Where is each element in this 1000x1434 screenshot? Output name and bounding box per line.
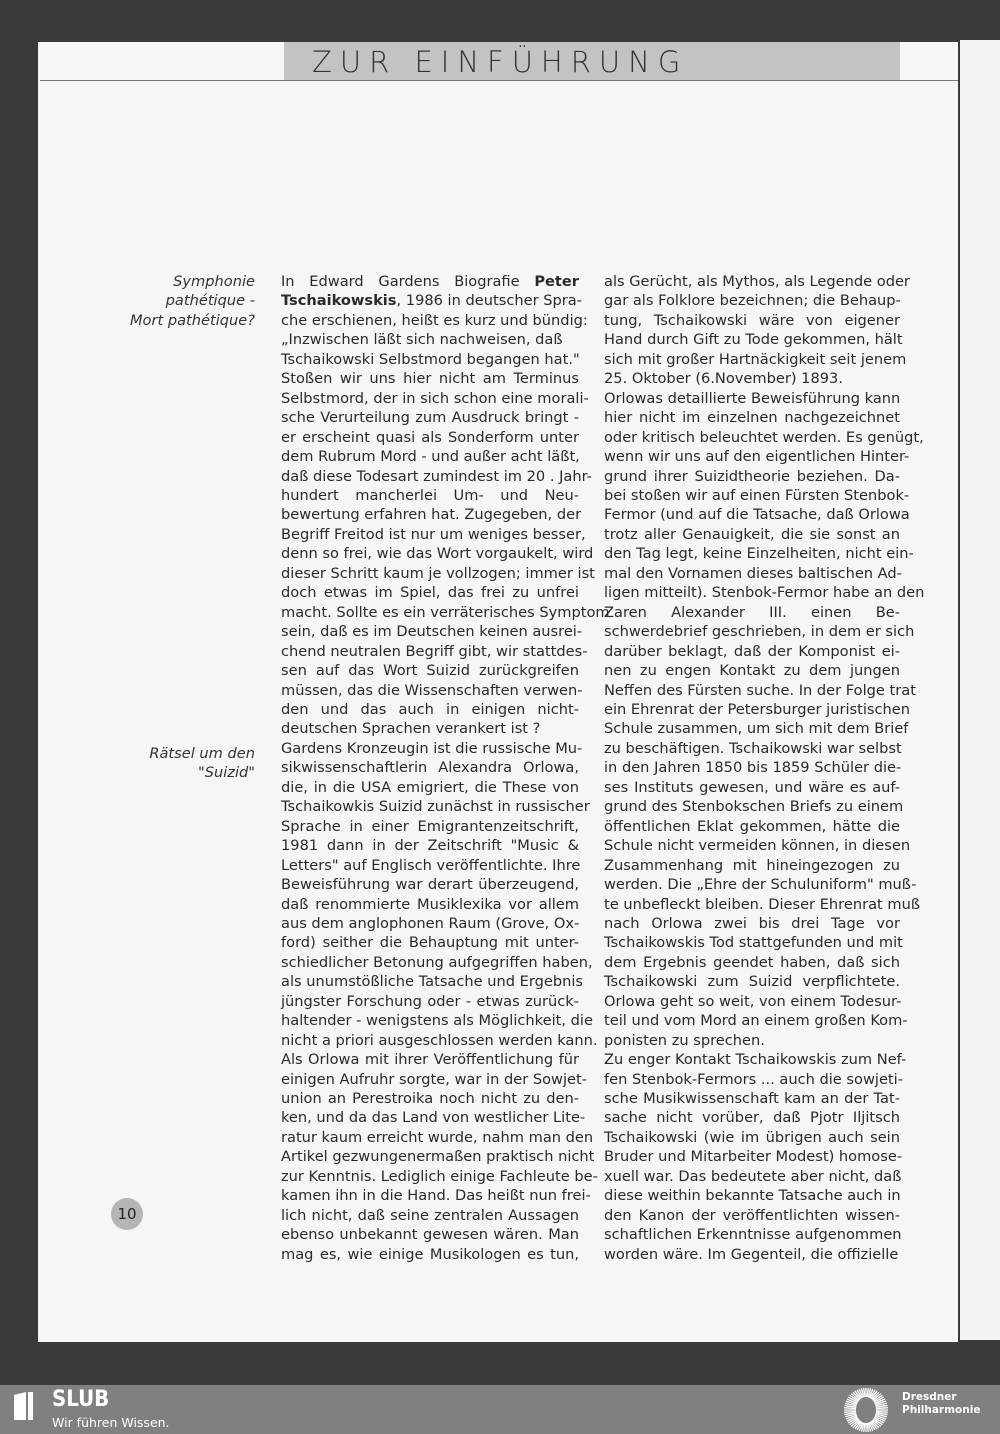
sidenote-raetsel — [90, 744, 255, 783]
text-line: Neffen des Fürsten suche. In der Folge trat — [604, 681, 916, 699]
page-number: 10 — [111, 1198, 143, 1230]
text-line: ebenso unbekannt gewesen wären. Man — [281, 1226, 579, 1244]
text-line: ford) seither die Behauptung mit unter- — [281, 934, 579, 952]
logo-ray — [876, 1411, 888, 1412]
text-line: oder kritisch beleuchtet werden. Es genügt, — [604, 428, 924, 446]
text-line: Tschaikowskis, 1986 in deutscher Spra- — [281, 292, 582, 310]
text-line: Gardens Kronzeugin ist die russische Mu- — [281, 739, 583, 757]
text-line: müssen, das die Wissenschaften verwen- — [281, 681, 583, 699]
text-line: schaftlichen Erkenntnisse aufgenommen — [604, 1226, 902, 1244]
text-line: 25. Oktober (6.November) 1893. — [604, 370, 843, 388]
text-line: Tschaikowkis Suizid zunächst in russischer — [281, 798, 590, 816]
text-line: Artikel gezwungenermaßen praktisch nicht — [281, 1148, 595, 1166]
text-line: Schule nicht vermeiden können, in diesen — [604, 837, 911, 855]
text-line: xuell war. Das bedeutete aber nicht, daß — [604, 1167, 902, 1185]
text-line: werden. Die „Ehre der Schuluniform" muß- — [604, 876, 917, 894]
text-line: Hand durch Gift zu Tode gekommen, hält — [604, 331, 903, 349]
text-line: Letters" auf Englisch veröffentlichte. Ihre — [281, 856, 581, 874]
text-line: er erscheint quasi als Sonderform unter — [281, 428, 579, 446]
text-line: teil und vom Mord an einem großen Kom- — [604, 1012, 908, 1030]
text-line: grund ihrer Suizidtheorie beziehen. Da- — [604, 467, 900, 485]
text-line: che erschienen, heißt es kurz und bündig: — [281, 311, 588, 329]
text-line: sache nicht vorüber, daß Pjotr Iljitsch — [604, 1109, 900, 1127]
text-line: Tschaikowski Selbstmord begangen hat." — [281, 350, 580, 368]
body-column-right — [604, 272, 925, 1264]
text-line: Orlowas detaillierte Beweisführung kann — [604, 389, 901, 407]
text-line: öffentlichen Eklat gekommen, hätte die — [604, 817, 900, 835]
text-line: Schule zusammen, um sich mit dem Brief — [604, 720, 909, 738]
text-line: gar als Folklore bezeichnen; die Behaup- — [604, 292, 901, 310]
text-line: die, in die USA emigriert, die These von — [281, 778, 579, 796]
text-line: denn so frei, wie das Wort vorgaukelt, wird — [281, 545, 594, 563]
text-line: ken, und da das Land von westlicher Lite- — [281, 1109, 586, 1127]
text-line: ein Ehrenrat der Petersburger juristischen — [604, 700, 911, 718]
text-line: Orlowa geht so weit, von einem Todesur- — [604, 992, 902, 1010]
text-line: grund des Stenbokschen Briefs zu einem — [604, 798, 904, 816]
logo-ray — [844, 1408, 856, 1409]
text-line: den Tag legt, keine Einzelheiten, nicht ein- — [604, 545, 914, 563]
text-line: darüber beklagt, daß der Komponist ei- — [604, 642, 900, 660]
philharmonie-logo-icon — [842, 1387, 890, 1433]
sidenote-line: Rätsel um den — [149, 745, 255, 762]
sidenote-line: Mort pathétique? — [129, 311, 255, 329]
text-line: bei stoßen wir auf einen Fürsten Stenbok- — [604, 486, 910, 504]
logo-ray — [844, 1411, 856, 1412]
text-line: nen zu engen Kontakt zu dem jungen — [604, 662, 900, 680]
text-line: mal den Vornamen dieses baltischen Ad- — [604, 564, 902, 582]
text-line: nach Orlowa zwei bis drei Tage vor — [604, 914, 900, 932]
text-line: trotz aller Genauigkeit, die sie sonst an — [604, 525, 900, 543]
text-line: chend neutralen Begriff gibt, wir stattdes- — [281, 642, 588, 660]
section-header-band — [284, 42, 900, 80]
text-line: sen auf das Wort Suizid zurückgreifen — [281, 662, 579, 680]
text-line: worden wäre. Im Gegenteil, die offizielle — [604, 1245, 899, 1263]
text-line: in den Jahren 1850 bis 1859 Schüler die- — [604, 759, 902, 777]
text-line: „Inzwischen läßt sich nachweisen, daß — [281, 331, 563, 349]
text-line: Bruder und Mitarbeiter Modest) homose- — [604, 1148, 903, 1166]
text-line: den Kanon der veröffentlichten wissen- — [604, 1206, 900, 1224]
text-line: sche Verurteilung zum Ausdruck bringt - — [281, 409, 579, 427]
sidenote-line: pathétique - — [165, 292, 255, 310]
text-line: ligen mitteilt). Stenbok-Fermor habe an den — [604, 584, 925, 602]
text-line: zu beschäftigen. Tschaikowski war selbst — [604, 739, 902, 757]
text-line: kamen ihn in die Hand. Das heißt nun frei- — [281, 1187, 591, 1205]
text-line: Beweisführung war derart überzeugend, — [281, 876, 579, 894]
text-line: sche Musikwissenschaft kam an der Tat- — [604, 1090, 900, 1108]
sidenote-line: Symphonie — [173, 273, 255, 290]
text-line: bewertung erfahren hat. Zugegeben, der — [281, 506, 582, 524]
text-line: zur Kenntnis. Lediglich einige Fachleute be- — [281, 1167, 598, 1185]
body-column-left — [281, 272, 610, 1264]
text-line: ses Instituts gewesen, und wäre es auf- — [604, 778, 900, 796]
text-line: 1981 dann in der Zeitschrift "Music & — [281, 837, 579, 855]
text-line: ponisten zu sprechen. — [604, 1031, 765, 1049]
text-line: dem Rubrum Mord - und außer acht läßt, — [281, 448, 580, 466]
text-line: Zaren Alexander III. einen Be- — [604, 603, 900, 621]
philharmonie-logo-text — [902, 1391, 980, 1417]
text-line: Selbstmord, der in sich schon eine morali- — [281, 389, 589, 407]
text-line: ratur kaum erreicht wurde, nahm man den — [281, 1128, 594, 1146]
text-line: nicht a priori ausgeschlossen werden kann. — [281, 1031, 598, 1049]
text-line: Tschaikowskis Tod stattgefunden und mit — [604, 934, 903, 952]
partner-line: Philharmonie — [902, 1404, 981, 1416]
text-line: diese weithin bekannte Tatsache auch in — [604, 1187, 901, 1205]
text-line: schiedlicher Betonung aufgegriffen haben, — [281, 953, 593, 971]
logo-ray — [876, 1408, 888, 1409]
text-line: Tschaikowski (wie im übrigen auch sein — [604, 1128, 900, 1146]
slub-logo-text: SLUB — [52, 1387, 110, 1412]
section-title: ZUR EINFÜHRUNG — [312, 45, 689, 79]
text-line: haltender - wenigstens als Möglichkeit, die — [281, 1012, 593, 1030]
text-line: deutschen Sprachen verankert ist ? — [281, 720, 541, 738]
text-line: Zu enger Kontakt Tschaikowskis zum Nef- — [604, 1051, 907, 1069]
sidenote-symphonie — [90, 272, 255, 330]
adjacent-page-edge — [960, 40, 1000, 1340]
partner-line: Dresdner — [902, 1391, 957, 1403]
text-line: Als Orlowa mit ihrer Veröffentlichung für — [281, 1051, 579, 1069]
text-line: tung, Tschaikowski wäre von eigener — [604, 311, 900, 329]
text-line: Zusammenhang mit hineingezogen zu — [604, 856, 900, 874]
text-line: fen Stenbok-Fermors ... auch die sowjeti- — [604, 1070, 903, 1088]
slub-tagline: Wir führen Wissen. — [52, 1415, 170, 1430]
text-line: hier nicht im einzelnen nachgezeichnet — [604, 409, 900, 427]
text-line: Stoßen wir uns hier nicht am Terminus — [281, 370, 579, 388]
text-line: einigen Aufruhr sorgte, war in der Sowjet- — [281, 1070, 587, 1088]
text-line: dem Ergebnis geendet haben, daß sich — [604, 953, 900, 971]
header-rule — [40, 80, 958, 81]
text-line: Sprache in einer Emigrantenzeitschrift, — [281, 817, 579, 835]
text-line: schwerdebrief geschrieben, in dem er sich — [604, 623, 915, 641]
text-line: sein, daß es im Deutschen keinen ausrei- — [281, 623, 583, 641]
text-line: mag es, wie einige Musikologen es tun, — [281, 1245, 579, 1263]
text-line: hundert mancherlei Um- und Neu- — [281, 486, 579, 504]
text-line: daß diese Todesart zumindest im 20 . Jahr- — [281, 467, 592, 485]
text-line: sich mit großer Hartnäckigkeit seit jenem — [604, 350, 907, 368]
text-line: lich nicht, daß seine zentralen Aussagen — [281, 1206, 579, 1224]
slub-logo-icon — [12, 1391, 36, 1421]
text-line: dieser Schritt kaum je vollzogen; immer ist — [281, 564, 595, 582]
text-line: jüngster Forschung oder - etwas zurück- — [281, 992, 579, 1010]
sidenote-line: "Suizid" — [198, 764, 255, 782]
text-line: aus dem anglophonen Raum (Grove, Ox- — [281, 914, 580, 932]
text-line: macht. Sollte es ein verräterisches Symptom — [281, 603, 610, 621]
text-line: sikwissenschaftlerin Alexandra Orlowa, — [281, 759, 579, 777]
text-line: Fermor (und auf die Tatsache, daß Orlowa — [604, 506, 910, 524]
text-line: union an Perestroika noch nicht zu den- — [281, 1090, 579, 1108]
text-line: wenn wir uns auf den eigentlichen Hinter- — [604, 448, 910, 466]
text-line: In Edward Gardens Biografie Peter — [281, 273, 579, 290]
text-line: Begriff Freitod ist nur um weniges besser, — [281, 525, 586, 543]
text-line: Tschaikowski zum Suizid verpflichtete. — [604, 973, 900, 991]
footer-bar — [0, 1385, 1000, 1434]
text-line: als Gerücht, als Mythos, als Legende oder — [604, 273, 910, 290]
text-line: als unumstößliche Tatsache und Ergebnis — [281, 973, 584, 991]
text-line: daß renommierte Musiklexika vor allem — [281, 895, 579, 913]
text-line: den und das auch in einigen nicht- — [281, 700, 579, 718]
text-line: te unbefleckt bleiben. Dieser Ehrenrat muß — [604, 895, 921, 913]
text-line: doch etwas im Spiel, das frei zu unfrei — [281, 584, 579, 602]
